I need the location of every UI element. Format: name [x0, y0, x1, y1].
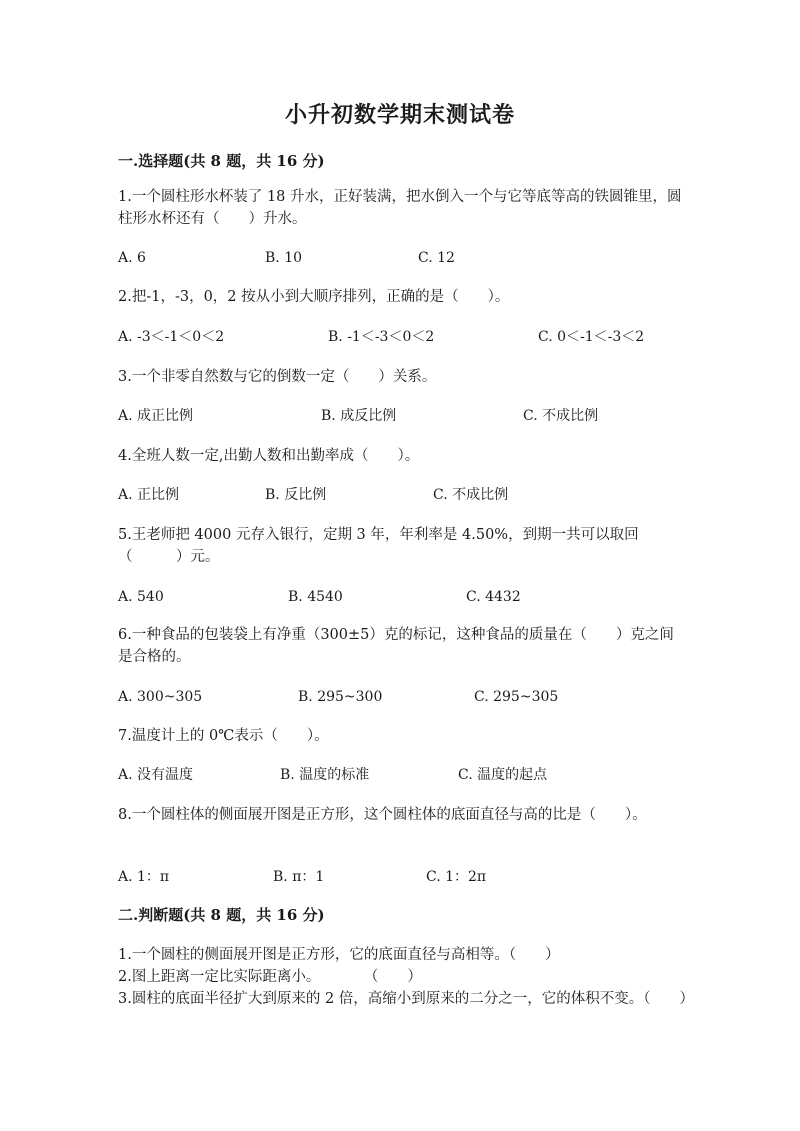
- option-c: C. 不成比例: [523, 408, 599, 424]
- question-2-options: [118, 326, 678, 348]
- option-c: C. 295~305: [474, 689, 559, 705]
- page-title: 小升初数学期末测试卷: [284, 102, 515, 128]
- question-3: 3.一个非零自然数与它的倒数一定（ ）关系。: [118, 369, 437, 385]
- question-7: 7.温度计上的 0℃表示（ ）。: [118, 728, 329, 744]
- option-b: B. 成反比例: [321, 408, 397, 424]
- option-c: C. 温度的起点: [458, 767, 548, 783]
- question-6: 6.一种食品的包装袋上有净重（300±5）克的标记，这种食品的质量在（ ）克之间是合格的。: [118, 627, 674, 665]
- question-6-options: [118, 686, 678, 708]
- question-4: 4.全班人数一定,出勤人数和出勤率成（ ）。: [118, 448, 420, 464]
- question-4-options: [118, 484, 678, 506]
- option-c: C. 不成比例: [433, 487, 509, 503]
- question-8-options: [118, 866, 678, 888]
- option-a: A. 没有温度: [118, 767, 194, 783]
- question-1-options: [118, 247, 678, 269]
- option-b: B. π：1: [273, 869, 325, 885]
- judgment-question-3: 3.圆柱的底面半径扩大到原来的 2 倍，高缩小到原来的二分之一，它的体积不变。（ ）: [118, 991, 695, 1007]
- question-2: 2.把-1，-3，0，2 按从小到大顺序排列，正确的是（ ）。: [118, 289, 510, 305]
- option-b: B. 温度的标准: [280, 767, 370, 783]
- option-a: A. 1：π: [118, 869, 170, 885]
- option-c: C. 0＜-1＜-3＜2: [538, 329, 645, 345]
- question-7-options: [118, 764, 678, 786]
- section-heading-multiple-choice: 一.选择题(共 8 题，共 16 分): [118, 152, 325, 170]
- option-a: A. 正比例: [118, 487, 180, 503]
- option-a: A. 540: [118, 589, 164, 605]
- option-c: C. 12: [418, 250, 455, 266]
- question-8: 8.一个圆柱体的侧面展开图是正方形，这个圆柱体的底面直径与高的比是（ ）。: [118, 807, 647, 823]
- question-5: 5.王老师把 4000 元存入银行，定期 3 年，年利率是 4.50%，到期一共可以取回（ ）元。: [118, 527, 639, 565]
- judgment-question-2: 2.图上距离一定比实际距离小。 （ ）: [118, 969, 422, 985]
- judgment-question-1: 1.一个圆柱的侧面展开图是正方形，它的底面直径与高相等。（ ）: [118, 947, 560, 963]
- option-b: B. 295~300: [298, 689, 383, 705]
- option-a: A. 300~305: [118, 689, 203, 705]
- option-b: B. -1＜-3＜0＜2: [328, 329, 435, 345]
- option-a: A. 成正比例: [118, 408, 194, 424]
- option-c: C. 1：2π: [426, 869, 487, 885]
- option-b: B. 10: [265, 250, 303, 266]
- question-5-options: [118, 586, 678, 608]
- option-c: C. 4432: [466, 589, 521, 605]
- question-3-options: [118, 405, 678, 427]
- option-b: B. 4540: [288, 589, 343, 605]
- option-a: A. 6: [118, 250, 146, 266]
- question-1: 1.一个圆柱形水杯装了 18 升水，正好装满，把水倒入一个与它等底等高的铁圆锥里，圆柱形水杯还有（ ）升水。: [118, 189, 682, 227]
- section-heading-true-false: 二.判断题(共 8 题，共 16 分): [118, 906, 325, 924]
- option-a: A. -3＜-1＜0＜2: [118, 329, 225, 345]
- option-b: B. 反比例: [265, 487, 327, 503]
